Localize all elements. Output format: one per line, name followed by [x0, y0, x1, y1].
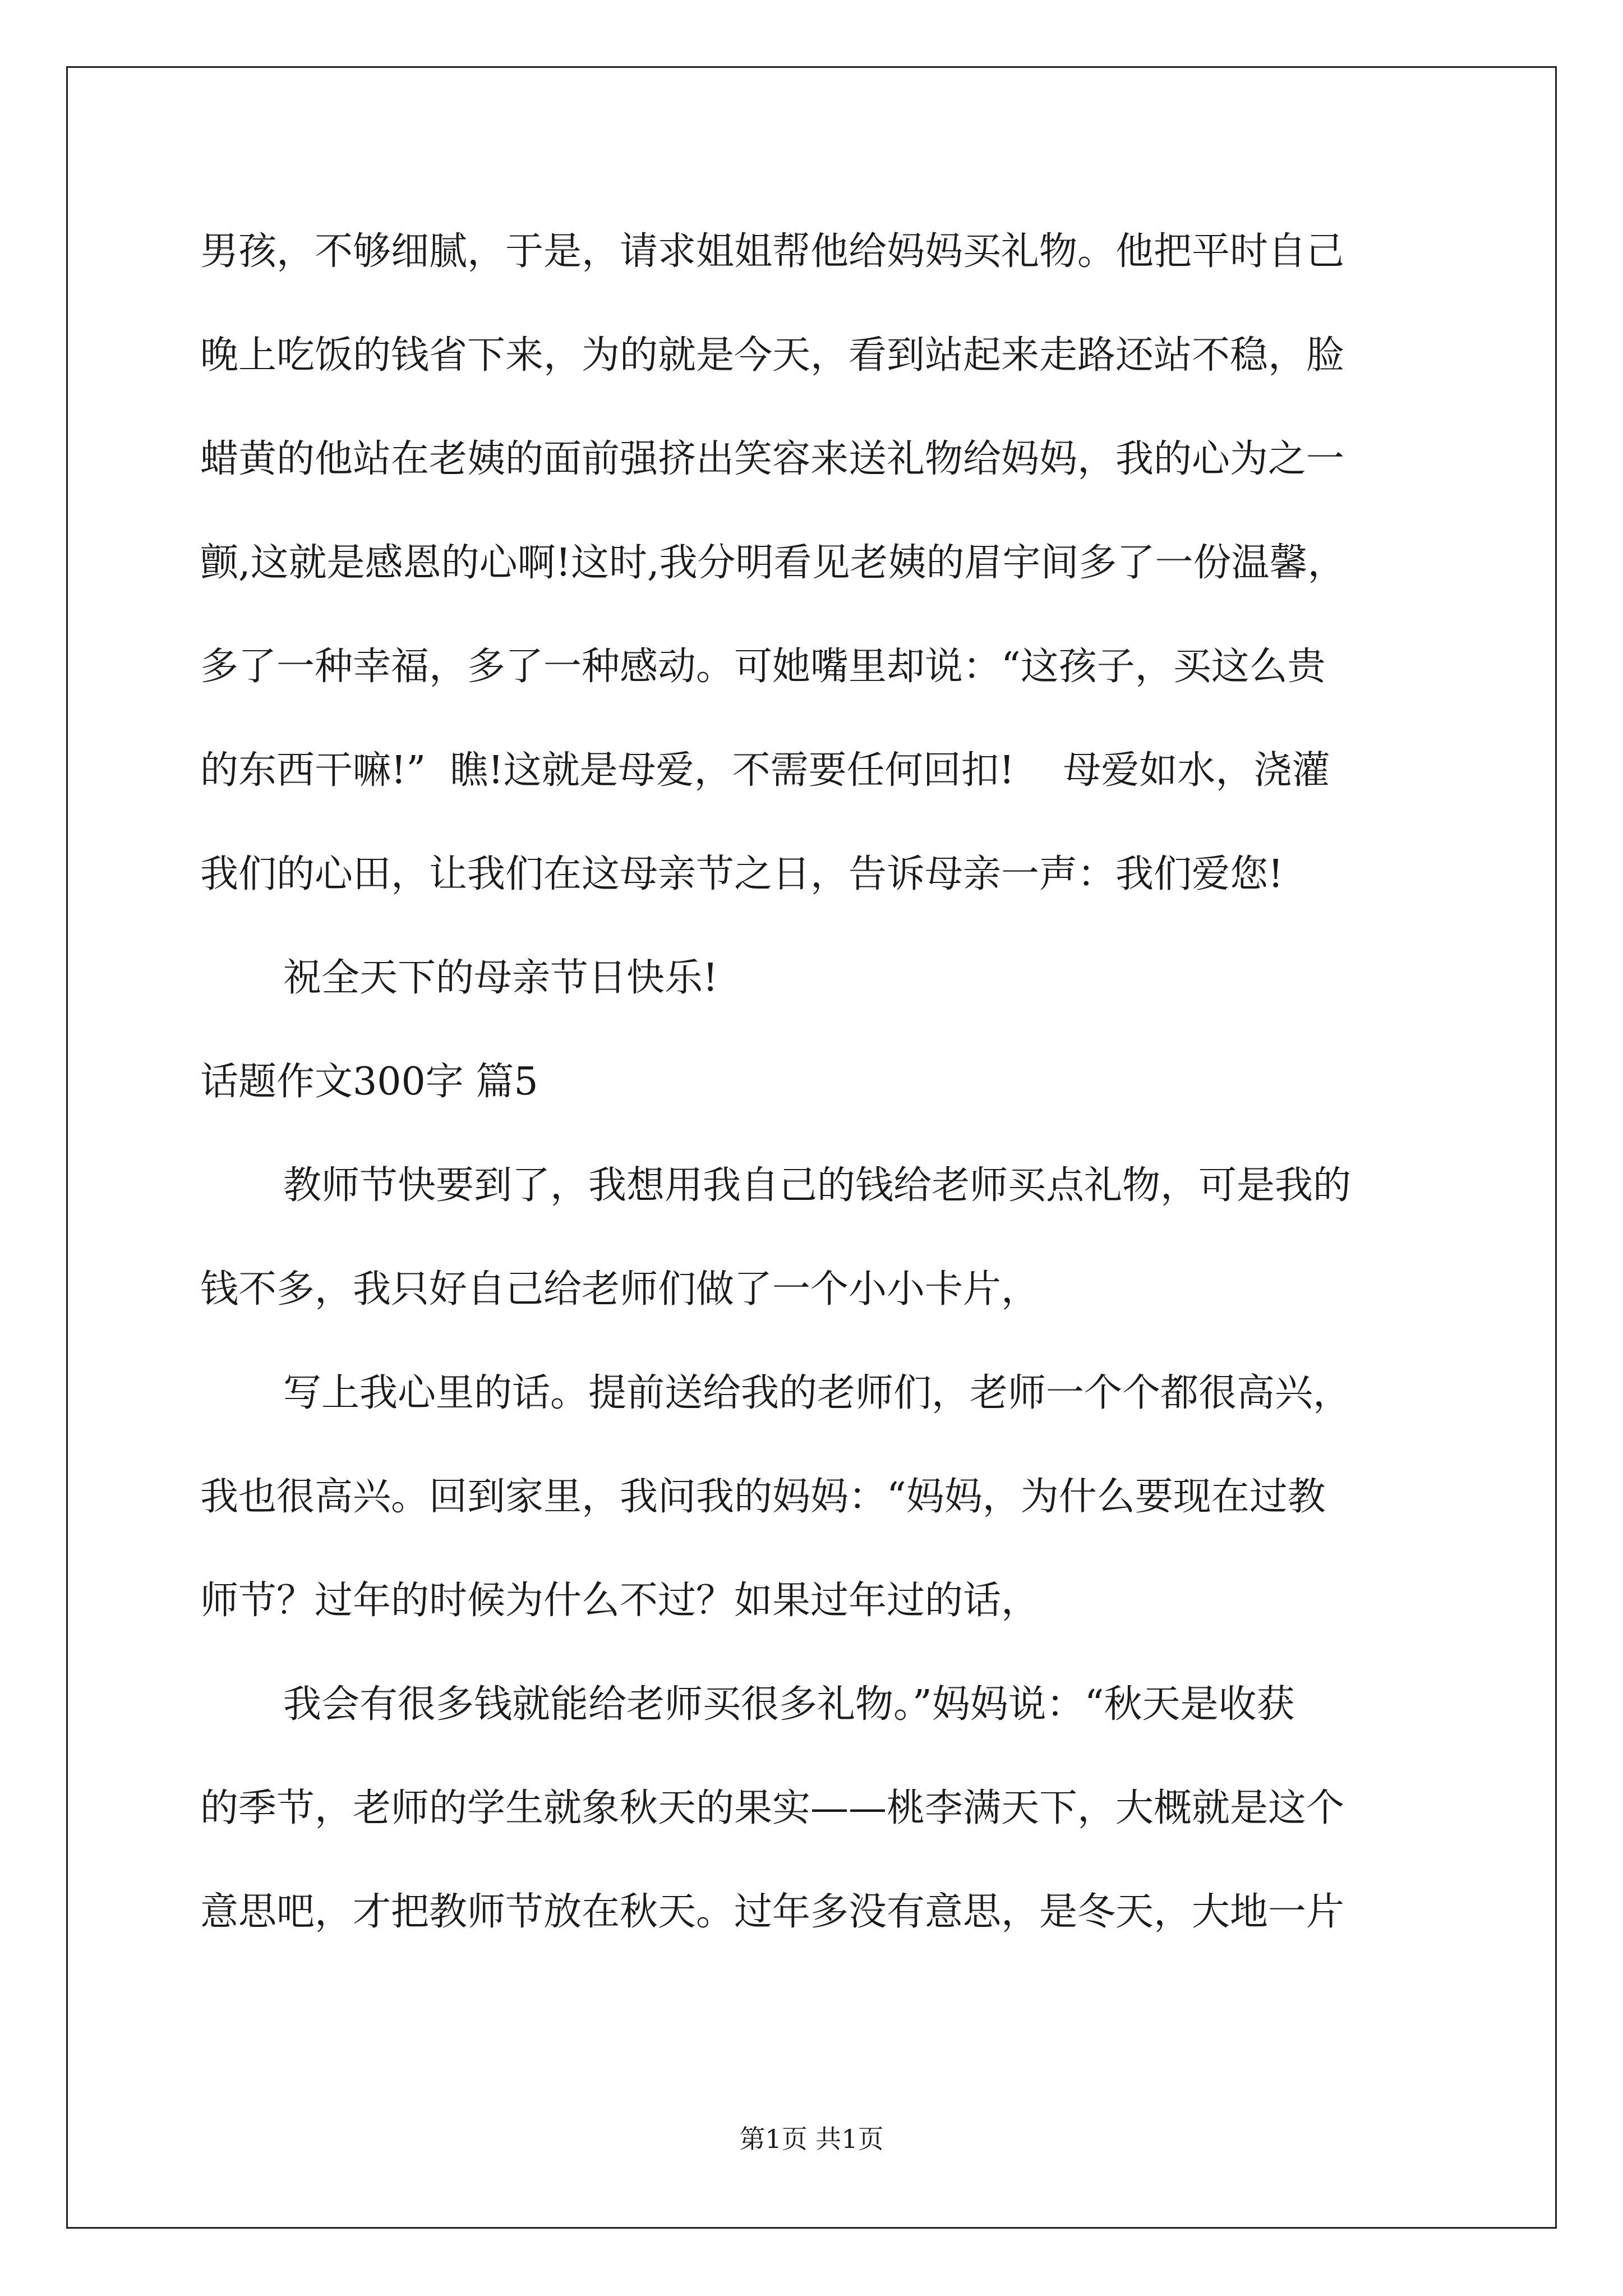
paragraph-line: 的东西干嘛!” 瞧!这就是母爱，不需要任何回扣! 母爱如水，浇灌 [200, 748, 1330, 793]
paragraph-line: 颤,这就是感恩的心啊!这时,我分明看见老姨的眉宇间多了一份温馨， [200, 541, 1346, 585]
paragraph-line: 意思吧，才把教师节放在秋天。过年多没有意思，是冬天，大地一片 [200, 1890, 1345, 1934]
paragraph-line: 我们的心田，让我们在这母亲节之日，告诉母亲一声：我们爱您! [200, 852, 1284, 896]
paragraph-line: 教师节快要到了，我想用我自己的钱给老师买点礼物，可是我的 [283, 1163, 1352, 1208]
paragraph-line: 的季节，老师的学生就象秋天的果实——桃李满天下，大概就是这个 [200, 1786, 1345, 1830]
paragraph-line: 我也很高兴。回到家里，我问我的妈妈：“妈妈，为什么要现在过教 [200, 1475, 1326, 1519]
paragraph-line: 晚上吃饭的钱省下来，为的就是今天，看到站起来走路还站不稳，脸 [200, 333, 1345, 378]
paragraph-line: 我会有很多钱就能给老师买很多礼物。”妈妈说：“秋天是收获 [283, 1682, 1295, 1727]
paragraph-line: 多了一种幸福，多了一种感动。可她嘴里却说：“这孩子，买这么贵 [200, 645, 1326, 689]
paragraph-line: 钱不多，我只好自己给老师们做了一个小小卡片， [200, 1267, 1040, 1312]
paragraph-line: 写上我心里的话。提前送给我的老师们，老师一个个都很高兴， [283, 1371, 1352, 1415]
section-heading: 话题作文300字 篇5 [200, 1060, 538, 1104]
paragraph-line: 蜡黄的他站在老姨的面前强挤出笑容来送礼物给妈妈，我的心为之一 [200, 437, 1345, 481]
paragraph-line: 祝全天下的母亲节日快乐! [283, 956, 718, 1000]
page-number-footer: 第1页 共1页 [739, 2124, 884, 2154]
paragraph-line: 师节？过年的时候为什么不过？如果过年过的话， [200, 1579, 1040, 1623]
paragraph-line: 男孩，不够细腻，于是，请求姐姐帮他给妈妈买礼物。他把平时自己 [200, 229, 1345, 274]
